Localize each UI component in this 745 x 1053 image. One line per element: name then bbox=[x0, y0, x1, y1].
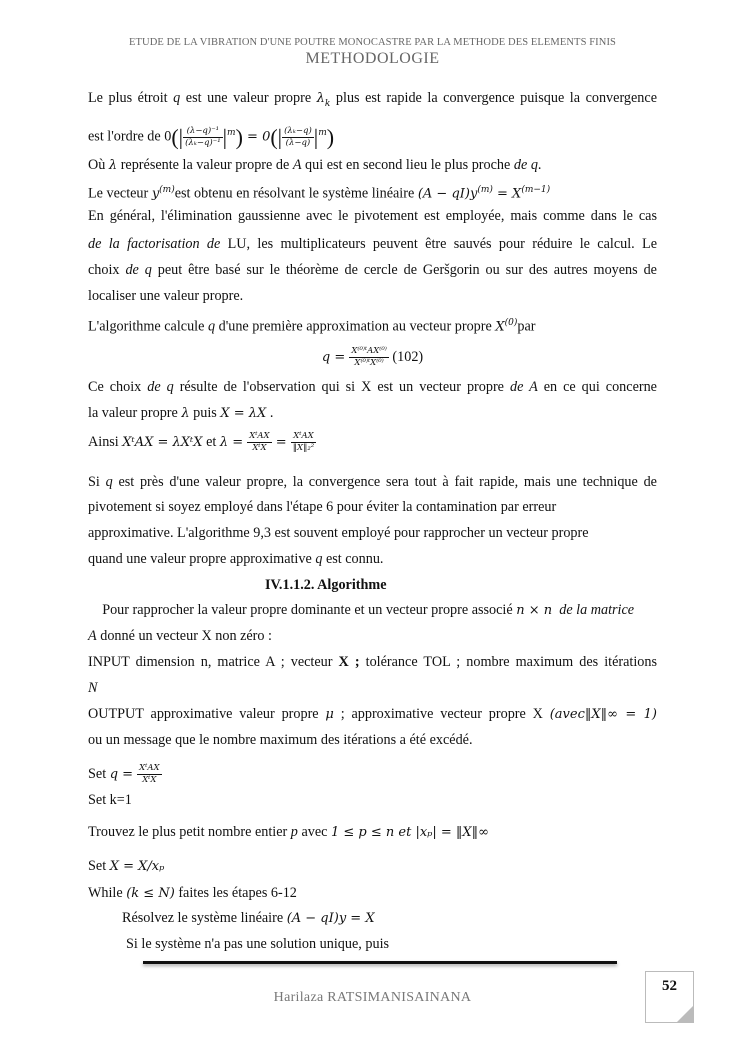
paragraph-line: Pour rapprocher la valeur propre dominante et un vecteur propre associé n × n de la matrice bbox=[88, 602, 635, 618]
algorithm-step: Résolvez le système linéaire (A − qI)y = X bbox=[122, 910, 375, 926]
paragraph-line: Ainsi XᵗAX = λXᵗX et λ = $\frac{\text{XᵗAX}}{\text{XᵗX}}$ = $\frac{\text{XᵗAX}}{\text{‖X‖₂²}}$ bbox=[88, 431, 315, 454]
running-header: ETUDE DE LA VIBRATION D'UNE POUTRE MONOCASTRE PAR LA METHODE DES ELEMENTS FINIS bbox=[129, 37, 616, 48]
algorithm-step: While (k ≤ N) faites les étapes 6-12 bbox=[88, 885, 297, 901]
chapter-title: METHODOLOGIE bbox=[305, 50, 440, 67]
paragraph-line: approximative. L'algorithme 9,3 est souvent employé pour rapprocher un vecteur propre bbox=[88, 525, 589, 541]
algorithm-step: Set X = X/xₚ bbox=[88, 858, 165, 874]
paragraph-line: la valeur propre λ puis X = λX . bbox=[88, 405, 274, 421]
paragraph-line: Si q est près d'une valeur propre, la convergence sera tout à fait rapide, mais une technique de bbox=[88, 474, 657, 490]
paragraph-line: ou un message que le nombre maximum des itérations a été excédé. bbox=[88, 732, 473, 748]
paragraph-line: quand une valeur propre approximative q est connu. bbox=[88, 551, 384, 567]
section-heading: IV.1.1.2. Algorithme bbox=[265, 577, 387, 593]
paragraph-line: N bbox=[88, 680, 98, 696]
paragraph-line: A donné un vecteur X non zéro : bbox=[88, 628, 272, 644]
page-number-box bbox=[645, 971, 694, 1023]
algorithm-step: Trouvez le plus petit nombre entier p avec 1 ≤ p ≤ n et |xₚ| = ‖X‖∞ bbox=[88, 824, 489, 840]
algorithm-step: Set k=1 bbox=[88, 792, 132, 808]
convergence-order-line: est l'ordre de 0(| $\frac{\text{(λ−q)⁻¹}}{\text{(λₖ−q)⁻¹}}$ $|^m) = 0(|$ $\frac{\text{(λₖ−q)}}{(\lambda-q)}$ $|^m$) bbox=[88, 124, 335, 150]
paragraph-line: INPUT dimension n, matrice A ; vecteur X ; tolérance TOL ; nombre maximum des itérations bbox=[88, 654, 657, 670]
paragraph-line: pivotement si soyez employé dans l'étape 6 pour éviter la contamination par erreur bbox=[88, 499, 557, 515]
equation-102: q = $\frac{\text{X⁽⁰⁾ᵗAX⁽⁰⁾}}{\text{X⁽⁰⁾ᵗX⁽⁰⁾}}$ (102) bbox=[321, 346, 424, 369]
algorithm-step: Si le système n'a pas une solution unique, puis bbox=[126, 936, 390, 952]
algorithm-step: Set q = $\frac{\text{XᵗAX}}{\text{XᵗX}}$ bbox=[88, 763, 160, 786]
page-curl-icon bbox=[677, 1006, 693, 1022]
paragraph-line: Ce choix de q résulte de l'observation qui si X est un vecteur propre de A en ce qui concerne bbox=[88, 379, 657, 395]
footer-rule bbox=[143, 961, 617, 964]
page-number: 52 bbox=[662, 978, 677, 994]
footer-author: Harilaza RATSIMANISAINANA bbox=[273, 990, 472, 1005]
paragraph-line: localiser une valeur propre. bbox=[88, 288, 244, 304]
paragraph-line: choix de q peut être basé sur le théorème de cercle de Geršgorin ou sur des autres moyens de bbox=[88, 262, 657, 278]
paragraph-line: Le vecteur $y^{(m)}est$ obtenu en résolvant le système linéaire $(A - qI)y^{(m)} = X^{(m-1)}$ bbox=[88, 185, 551, 202]
paragraph-line: En général, l'élimination gaussienne avec le pivotement est employée, mais comme dans le cas bbox=[88, 208, 657, 224]
paragraph-line: Où λ représente la valeur propre de A qui est en second lieu le plus proche de q. bbox=[88, 157, 542, 173]
paragraph-line: L'algorithme calcule q d'une première approximation au vecteur propre $X^{(0)}par$ bbox=[88, 318, 536, 335]
paragraph-line: Le plus étroit q est une valeur propre $\lambda_k$ plus est rapide la convergence puisque la convergence bbox=[88, 90, 657, 109]
paragraph-line: OUTPUT approximative valeur propre μ ; approximative vecteur propre X (avec‖X‖∞ = 1) bbox=[88, 706, 657, 722]
paragraph-line: de la factorisation de LU, les multiplicateurs peuvent être sauvés pour réduire le calcul. Le bbox=[88, 236, 657, 252]
